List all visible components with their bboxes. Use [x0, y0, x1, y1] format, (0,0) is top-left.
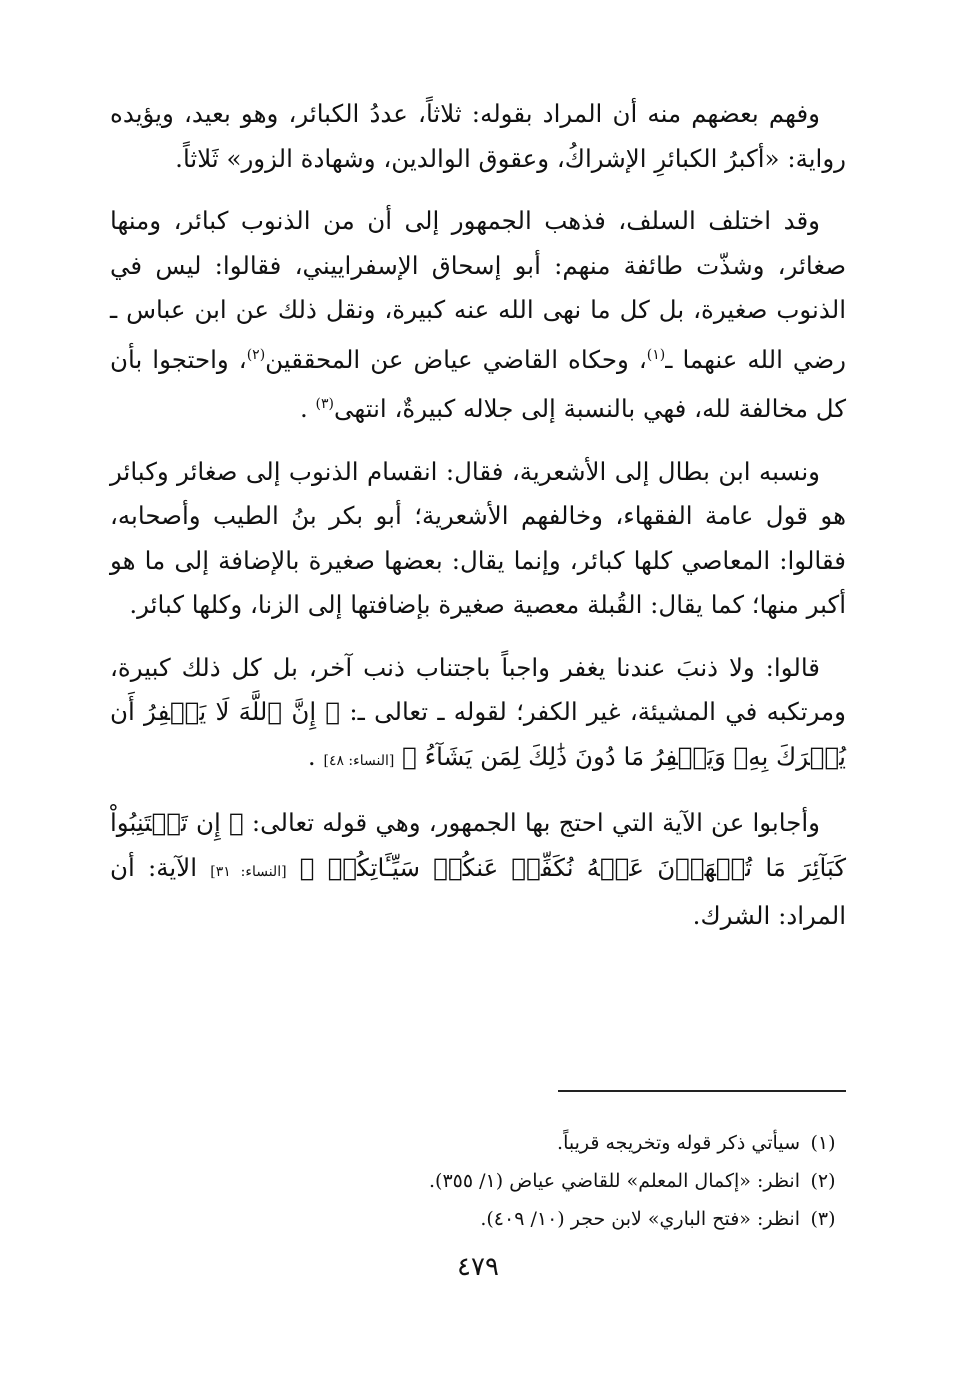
footnote-2-number: (٢) [810, 1170, 836, 1192]
paragraph-1 [110, 92, 846, 181]
verse-reference-nisa-48: [النساء: ٤٨] [323, 752, 395, 769]
footnote-2-text: انظر: «إكمال المعلم» للقاضي عياض (١/ ٣٥٥). [429, 1170, 800, 1192]
footnotes [110, 1124, 846, 1238]
footnote-ref-1[interactable]: (١) [646, 346, 666, 363]
paragraph-5-text: وأجابوا عن الآية التي احتج بها الجمهور، وهي قوله تعالى: ﴿ إِن تَجۡتَنِبُواْ كَبَآئِرَ مَا تُنۡهَوۡنَ عَنۡهُ نُكَفِّرۡ عَنكُمۡ سَيِّـَٔاتِكُمۡ ﴾ [110, 808, 846, 882]
verse-reference-nisa-31: [النساء: ٣١] [210, 863, 287, 880]
paragraph-1-text: وفهم بعضهم منه أن المراد بقوله: ثلاثاً، عددُ الكبائر، وهو بعيد، ويؤيده رواية: «أكبرُ الكبائرِ الإشراكُ، وعقوق الوالدين، وشهادة الزور» ثَلاثاً. [110, 99, 846, 173]
footnote-3-text: انظر: «فتح الباري» لابن حجر (١٠/ ٤٠٩). [480, 1208, 800, 1230]
footnote-separator [558, 1090, 846, 1092]
paragraph-3-text: ونسبه ابن بطال إلى الأشعرية، فقال: انقسام الذنوب إلى صغائر وكبائر هو قول عامة الفقهاء، وخالفهم الأشعرية؛ أبو بكر بنُ الطيب وأصحابه، فقالوا: المعاصي كلها كبائر، وإنما يقال: بعضها صغيرة بالإضافة إلى ما هو أكبر منها؛ كما يقال: القُبلة معصية صغيرة بإضافتها إلى الزنا، وكلها كبائر. [110, 456, 846, 620]
page-body [110, 92, 846, 1342]
footnote-ref-3[interactable]: (٣) [315, 396, 334, 413]
footnote-3 [110, 1200, 846, 1238]
paragraph-5-end: الآية: أن المراد: الشرك. [110, 852, 846, 931]
page-number: ٤٧٩ [457, 1252, 499, 1282]
paragraph-2-text-d: . [299, 394, 316, 424]
footnote-ref-2[interactable]: (٢) [246, 346, 266, 363]
footnote-2 [110, 1162, 846, 1200]
paragraph-2-text-a: وقد اختلف السلف، فذهب الجمهور إلى أن من الذنوب كبائر، ومنها صغائر، وشذّت طائفة منهم: أبو إسحاق الإسفراييني، فقالوا: ليس في الذنوب صغيرة، بل كل ما نهى الله عنه كبيرة، ونقل ذلك عن ابن عباس ـ رضي الله عنهما ـ [110, 206, 846, 374]
footnote-1-number: (١) [810, 1132, 836, 1154]
paragraph-4 [110, 646, 846, 784]
paragraph-2 [110, 199, 846, 432]
paragraph-4-end: . [307, 741, 324, 771]
footnote-1 [110, 1124, 846, 1162]
footnote-3-number: (٣) [810, 1208, 836, 1230]
footnote-1-text: سيأتي ذكر قوله وتخريجه قريباً. [557, 1132, 800, 1154]
paragraph-3 [110, 450, 846, 628]
paragraph-2-text-c: ، واحتجوا بأن كل مخالفة لله، فهي بالنسبة إلى جلاله كبيرةٌ، انتهى [110, 344, 846, 424]
paragraph-5 [110, 801, 846, 939]
paragraph-2-text-b: ، وحكاه القاضي عياض عن المحققين [265, 344, 647, 374]
paragraph-4-text: قالوا: ولا ذنبَ عندنا يغفر واجباً باجتناب ذنب آخر، بل كل ذلك كبيرة، ومرتكبه في المشيئة، غير الكفر؛ لقوله ـ تعالى ـ: ﴿ إِنَّ ٱللَّهَ لَا يَغۡفِرُ أَن يُشۡرَكَ بِهِۦ وَيَغۡفِرُ مَا دُونَ ذَٰلِكَ لِمَن يَشَآءُ ﴾ [110, 652, 846, 771]
